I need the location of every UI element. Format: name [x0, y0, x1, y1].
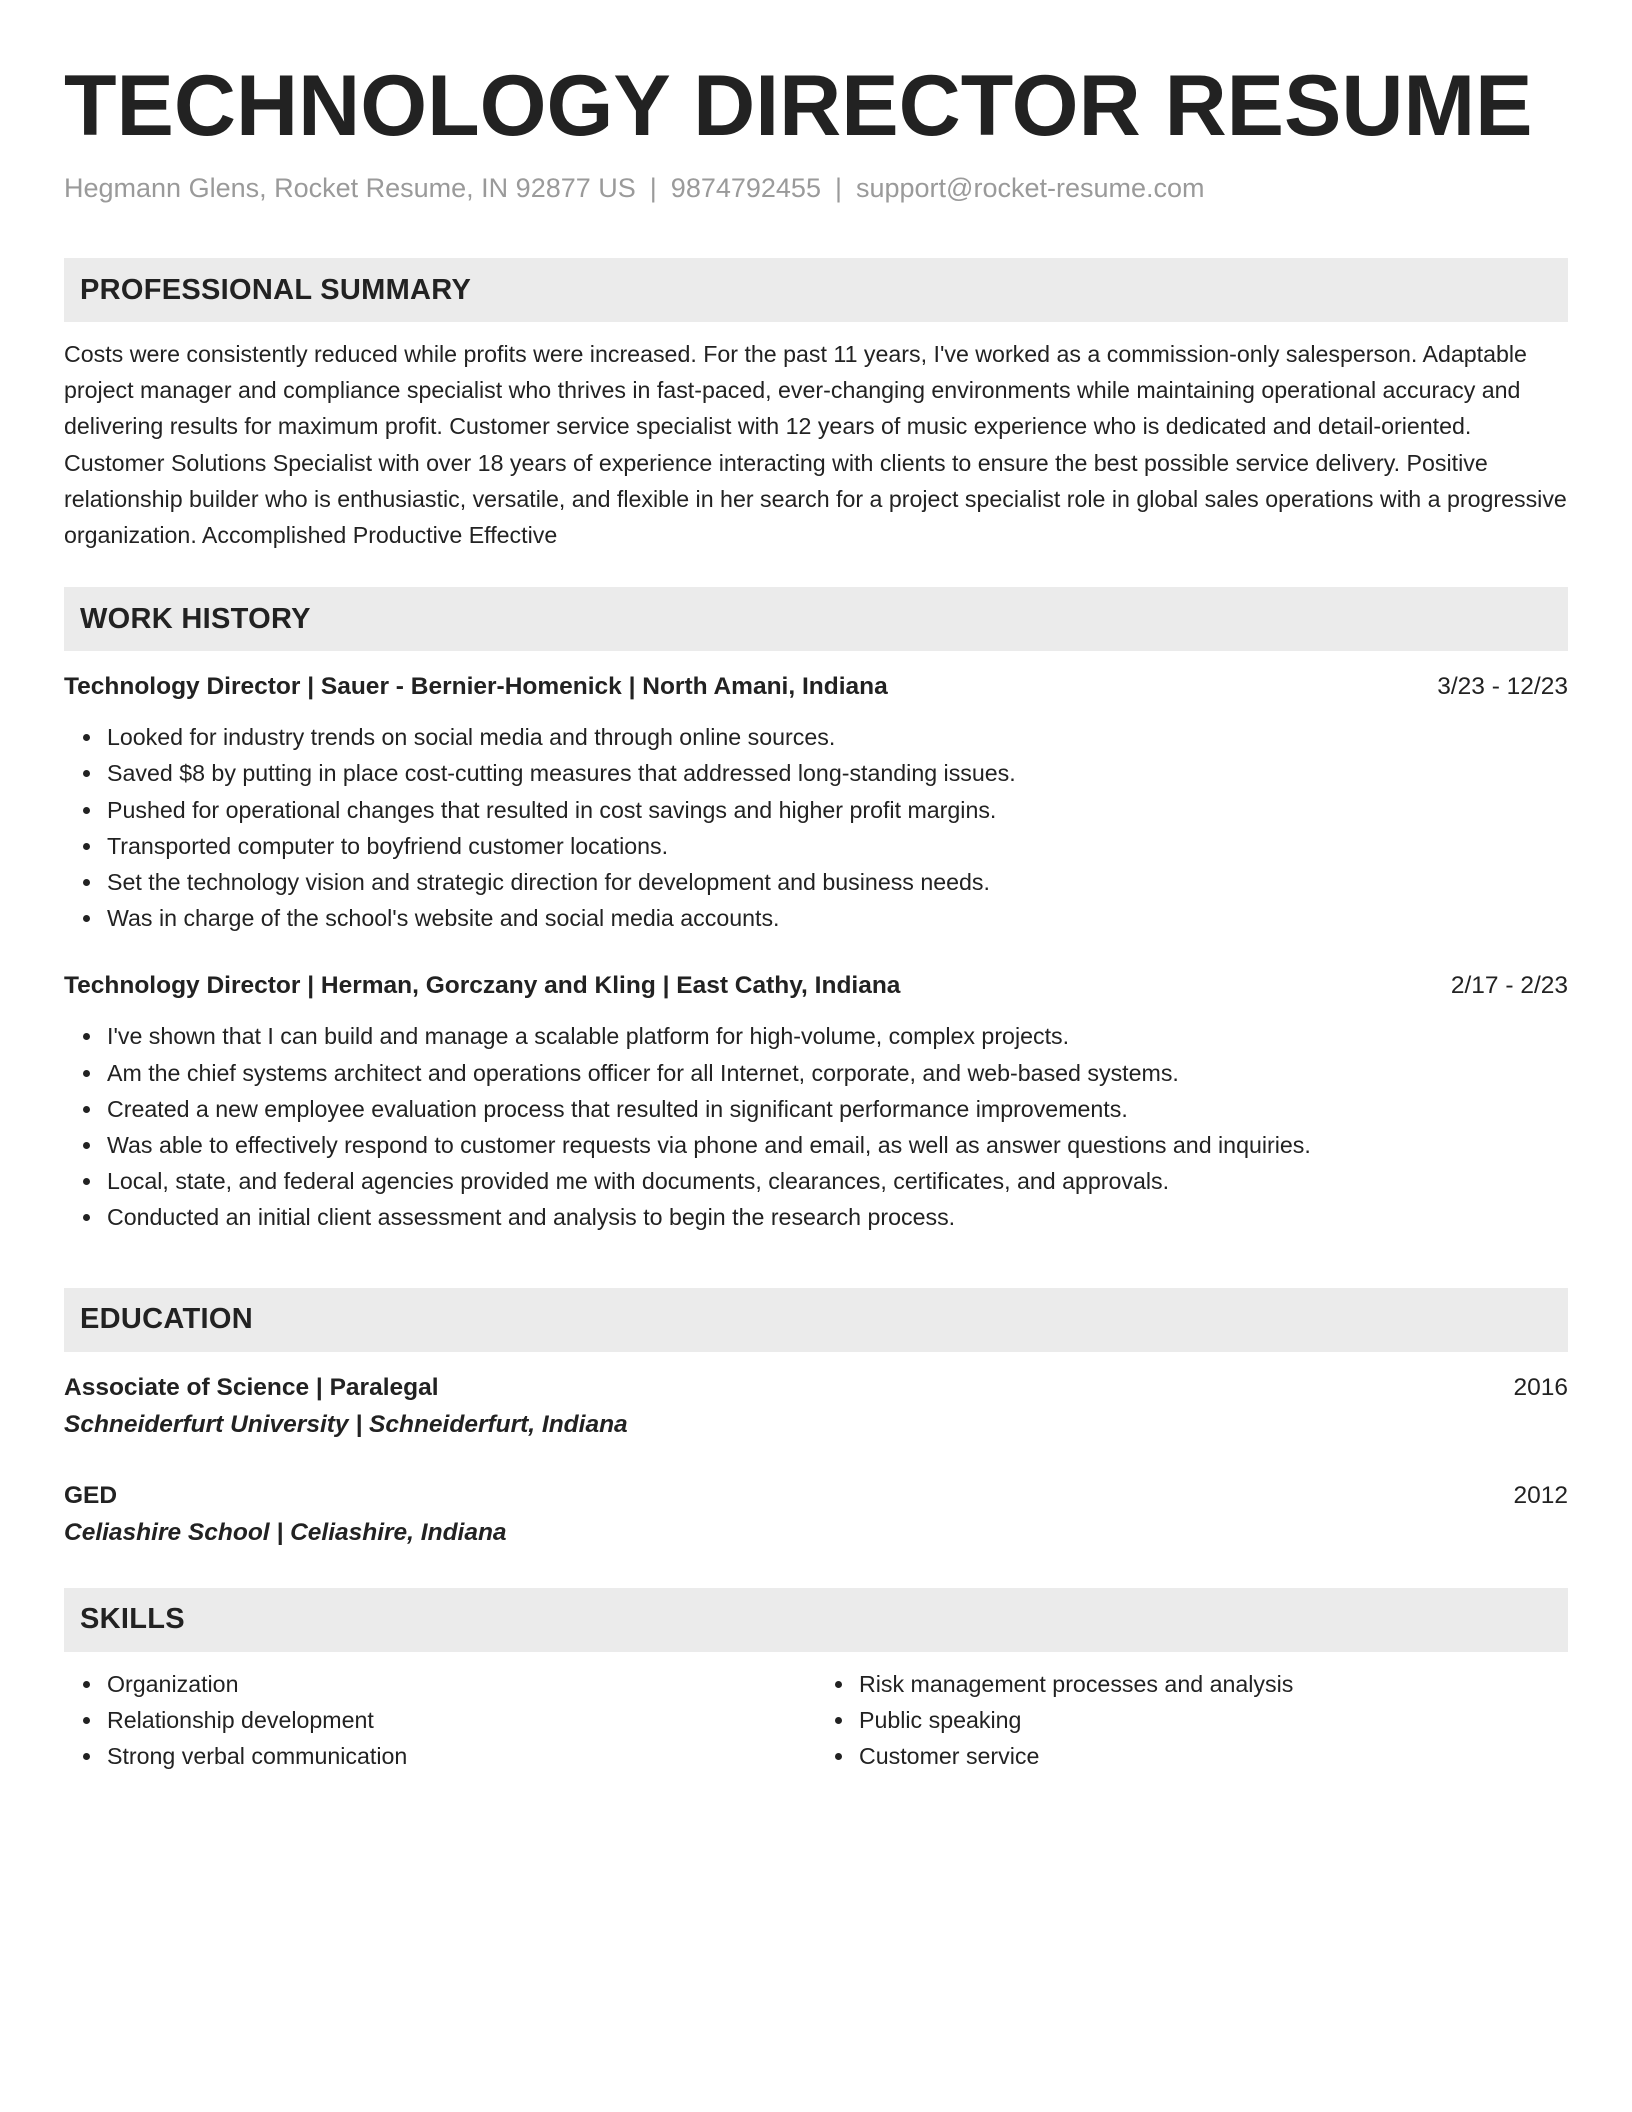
job-bullet: Local, state, and federal agencies provided me with documents, clearances, certificates, and approvals.: [107, 1163, 1568, 1199]
skill-item: Organization: [107, 1666, 816, 1702]
job-dates: 2/17 - 2/23: [1450, 972, 1568, 1000]
job-title: Technology Director | Herman, Gorczany and Kling | East Cathy, Indiana: [64, 972, 901, 1000]
resume-title: TECHNOLOGY DIRECTOR RESUME: [64, 58, 1533, 154]
skill-item: Risk management processes and analysis: [859, 1666, 1568, 1702]
skills-grid: [64, 1666, 1568, 1775]
contact-line: [64, 170, 1568, 206]
job-bullet: Pushed for operational changes that resulted in cost savings and higher profit margins.: [107, 792, 1568, 828]
job-header: [64, 968, 1568, 1004]
summary-text: Costs were consistently reduced while profits were increased. For the past 11 years, I've worked as a commission-only salesperson. Adaptable project manager and compliance specialist who thrives in fast-paced, ever-changing environments while maintaining operational accuracy and delivering results for maximum profit. Customer service specialist with 12 years of music experience who is dedicated and detail-oriented. Customer Solutions Specialist with over 18 years of experience interacting with clients to ensure the best possible service delivery. Positive relationship builder who is enthusiastic, versatile, and flexible in her search for a project specialist role in global sales operations with a progressive organization. Accomplished Productive Effective: [64, 341, 1567, 549]
contact-separator: |: [834, 173, 842, 203]
skills-list: [64, 1666, 816, 1775]
skill-item: Relationship development: [107, 1702, 816, 1738]
job-header: [64, 669, 1568, 705]
education-school: Schneiderfurt University | Schneiderfurt, Indiana: [64, 1410, 628, 1438]
section-heading-summary: PROFESSIONAL SUMMARY: [64, 258, 1568, 322]
job-bullet: Conducted an initial client assessment and analysis to begin the research process.: [107, 1199, 1568, 1235]
education-school: Celiashire School | Celiashire, Indiana: [64, 1518, 507, 1546]
job-bullet-list: [64, 719, 1568, 936]
job-entry: [64, 669, 1568, 936]
education-year: 2016: [1513, 1373, 1568, 1401]
job-bullet: Am the chief systems architect and operations officer for all Internet, corporate, and web-based systems.: [107, 1055, 1568, 1091]
job-bullet: Saved $8 by putting in place cost-cutting measures that addressed long-standing issues.: [107, 755, 1568, 791]
skills-list: [816, 1666, 1568, 1775]
contact-address: Hegmann Glens, Rocket Resume, IN 92877 US: [64, 173, 636, 203]
skill-item: Customer service: [859, 1738, 1568, 1774]
contact-separator: |: [649, 173, 657, 203]
skills-column-left: [64, 1666, 816, 1775]
education-year: 2012: [1513, 1481, 1568, 1509]
education-entry: [64, 1478, 1568, 1552]
skill-item: Strong verbal communication: [107, 1738, 816, 1774]
education-header: [64, 1370, 1568, 1406]
job-bullet: Set the technology vision and strategic direction for development and business needs.: [107, 864, 1568, 900]
job-bullet: Transported computer to boyfriend customer locations.: [107, 828, 1568, 864]
job-bullet: Created a new employee evaluation process that resulted in significant performance improvements.: [107, 1091, 1568, 1127]
skill-item: Public speaking: [859, 1702, 1568, 1738]
section-heading-education: EDUCATION: [64, 1288, 1568, 1352]
section-heading-work-history: WORK HISTORY: [64, 587, 1568, 651]
job-dates: 3/23 - 12/23: [1437, 673, 1568, 701]
skills-column-right: [816, 1666, 1568, 1775]
job-bullet: I've shown that I can build and manage a scalable platform for high-volume, complex projects.: [107, 1018, 1568, 1054]
education-degree: Associate of Science | Paralegal: [64, 1373, 439, 1401]
education-entry: [64, 1370, 1568, 1444]
section-heading-skills: SKILLS: [64, 1588, 1568, 1652]
job-bullet-list: [64, 1018, 1568, 1235]
job-title: Technology Director | Sauer - Bernier-Homenick | North Amani, Indiana: [64, 673, 888, 701]
job-entry: [64, 968, 1568, 1235]
education-header: [64, 1478, 1568, 1514]
job-bullet: Looked for industry trends on social media and through online sources.: [107, 719, 1568, 755]
contact-phone: 9874792455: [670, 173, 821, 203]
education-degree: GED: [64, 1481, 118, 1509]
job-bullet: Was in charge of the school's website and social media accounts.: [107, 900, 1568, 936]
job-bullet: Was able to effectively respond to customer requests via phone and email, as well as answer questions and inquiries.: [107, 1127, 1568, 1163]
contact-email: support@rocket-resume.com: [855, 173, 1205, 203]
